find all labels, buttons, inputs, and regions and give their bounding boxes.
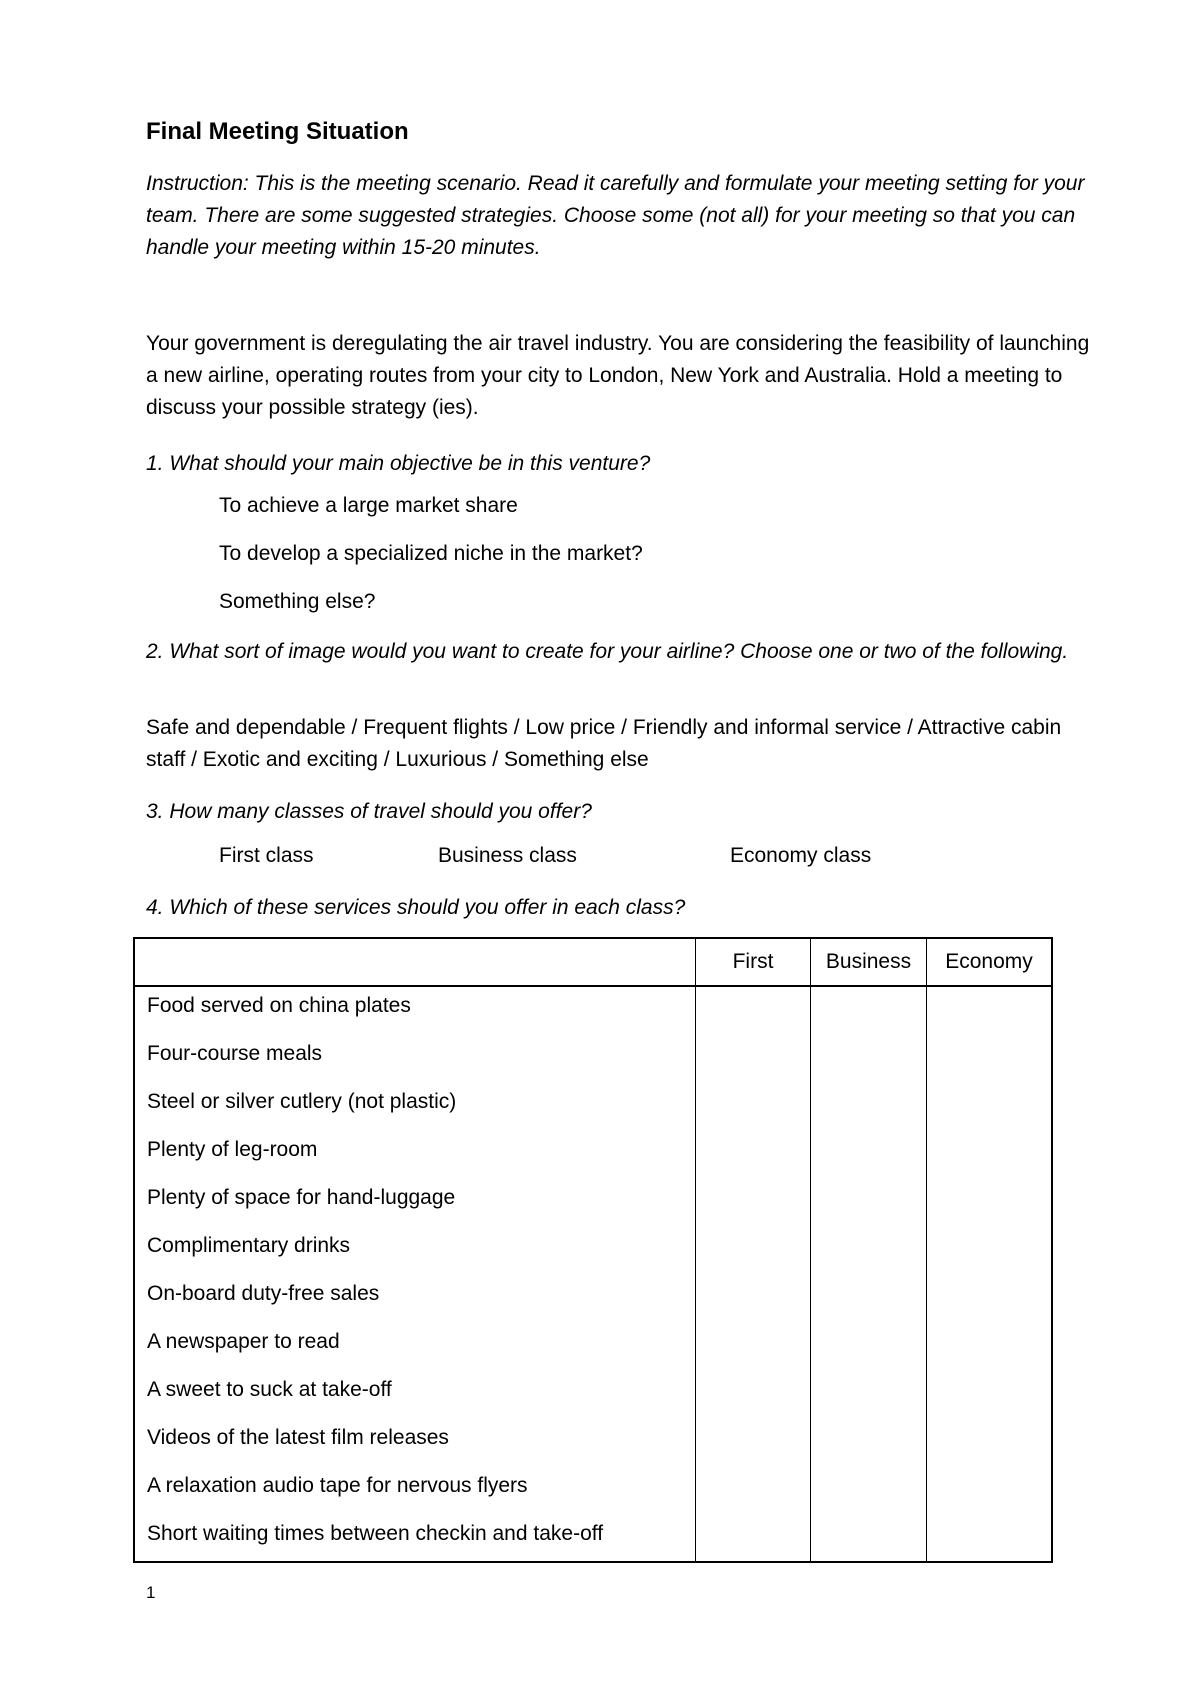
- table-row: Plenty of leg-room: [147, 1138, 318, 1161]
- page-number: 1: [146, 1583, 156, 1602]
- table-row: A newspaper to read: [147, 1330, 340, 1353]
- table-row: On-board duty-free sales: [147, 1282, 380, 1305]
- q3-option-economy-class: Economy class: [730, 844, 872, 867]
- q1-option-3: Something else?: [219, 590, 376, 613]
- q1-option-1: To achieve a large market share: [219, 494, 518, 517]
- instruction-text: Instruction: This is the meeting scenario. Read it carefully and formulate your meeting setting for your team. There are some suggested strategies. Choose some (not all) for your meeting so that you can handle your meeting within 15-20 minutes.: [146, 172, 1085, 259]
- table-row: Complimentary drinks: [147, 1234, 351, 1257]
- table-header-service: [135, 939, 695, 985]
- table-column-divider: [926, 939, 927, 1561]
- question-3: 3. How many classes of travel should you offer?: [146, 800, 592, 823]
- table-row: A sweet to suck at take-off: [147, 1378, 392, 1401]
- table-header-business: Business: [825, 950, 912, 973]
- table-row: A relaxation audio tape for nervous flyers: [147, 1474, 528, 1497]
- table-header-economy: Economy: [945, 950, 1033, 973]
- table-rows: [147, 987, 687, 1563]
- q1-option-2: To develop a specialized niche in the market?: [219, 542, 643, 565]
- table-row: Plenty of space for hand-luggage: [147, 1186, 456, 1209]
- question-4: 4. Which of these services should you offer in each class?: [146, 896, 686, 919]
- table-row: Food served on china plates: [147, 994, 411, 1017]
- table-row: Videos of the latest film releases: [147, 1426, 449, 1449]
- q3-option-first-class: First class: [219, 844, 314, 867]
- table-column-divider: [810, 939, 811, 1561]
- table-row: Four-course meals: [147, 1042, 323, 1065]
- page-title: Final Meeting Situation: [146, 118, 409, 145]
- table-row: Steel or silver cutlery (not plastic): [147, 1090, 457, 1113]
- q2-options: Safe and dependable / Frequent flights / Low price / Friendly and informal service / Attractive cabin staff / Exotic and exciting / Luxurious / Something else: [146, 716, 1062, 771]
- question-1: 1. What should your main objective be in this venture?: [146, 452, 651, 475]
- table-header-first: First: [732, 950, 774, 973]
- q3-option-business-class: Business class: [438, 844, 577, 867]
- scenario-text: Your government is deregulating the air travel industry. You are considering the feasibility of launching a new airline, operating routes from your city to London, New York and Australia. Hold a meeting to discuss your possible strategy (ies).: [146, 332, 1090, 419]
- question-2: 2. What sort of image would you want to create for your airline? Choose one or two of the following.: [146, 640, 1069, 663]
- services-table: [133, 937, 1053, 1563]
- table-column-divider: [695, 939, 696, 1561]
- table-row: Short waiting times between checkin and take-off: [147, 1522, 604, 1545]
